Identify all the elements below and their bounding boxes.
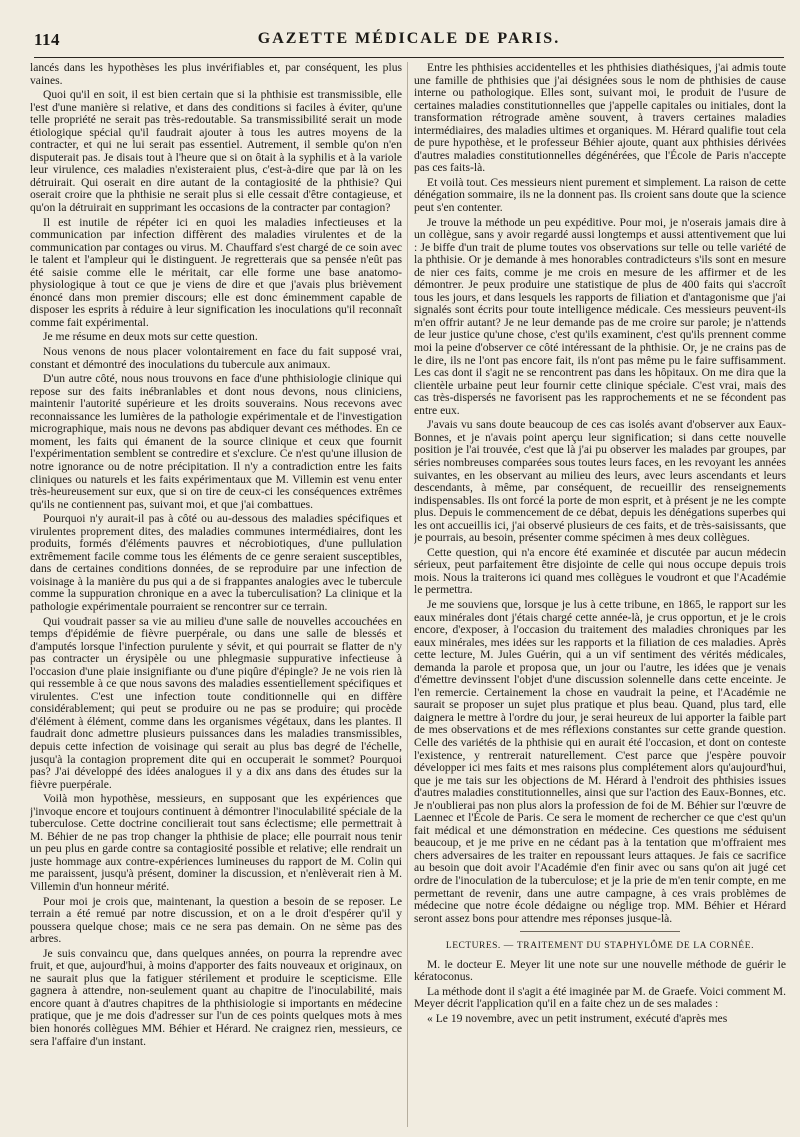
header-rule <box>34 57 784 58</box>
section-label: LECTURES. <box>445 941 501 952</box>
paragraph: Qui voudrait passer sa vie au milieu d'une salle de nouvelles accouchées en temps d'épidémie de fièvre puerpérale, ou dans une salle de blessés et d'amputés lorsque l'infection purulente y sévit, et qui pourrait se flatter de n'y pas contracter un érysipèle ou une phlegmasie suppurative infectieuse à l'occasion d'une plaie insignifiante ou d'une piqûre d'épingle? Je ne vois rien là qui ressemble à ce que nous savons des maladies essentiellement spécifiques et virulentes. C'est une infection toute conditionnelle qui en diffère considérablement; qui peut se produire ou ne pas se produire; qui procède d'élément à élément, comme dans les organismes végétaux, dans les plantes. Il faudrait donc admettre plusieurs puissances dans les maladies transmissibles, depuis cette infection de voisinage qui serait au plus bas degré de l'échelle, jusqu'à la contagion proprement dite qui en occuperait le sommet? Pourquoi pas? J'ai développé des idées analogues il y a dix ans dans des études sur la fièvre puerpérale. <box>30 614 402 791</box>
paragraph: Il est inutile de répéter ici en quoi les maladies infectieuses et la communication par infection diffèrent des maladies virulentes et de la communication par contages ou virus. M. Chauffard s'est chargé de ce soin avec le talent et l'ampleur qui le distinguent. Je regretterais que sa pensée n'eût pas été saisie comme elle le méritait, car elle forme une base anatomo-physiologique à tout ce que je viens de dire et que j'avais plus brièvement énoncé dans mon premier discours; elle est donc éminemment capable de disposer les esprits à réduire à leur signification les inoculations qu'il reconnaît comme fait expérimental. <box>30 215 402 329</box>
paragraph: Voilà mon hypothèse, messieurs, en supposant que les expériences que j'invoque encore et toujours continuent à démontrer l'inoculabilité spéciale de la tuberculose. Cette doctrine concilierait tout sans éclectisme; elle permettrait à M. Béhier de ne pas trop changer la phthisie de place; elle pourrait nous tenir un peu plus en garde contre sa contagiosité possible et relative; elle rendrait un juste hommage aux contre-expériences lumineuses du rapport de M. Colin qui me paraissent, jusqu'à présent, dominer la discussion, et n'enlèverait rien à M. Villemin d'un honneur mérité. <box>30 792 402 893</box>
section-body <box>414 959 786 1026</box>
section-rule <box>520 931 680 932</box>
paragraph: Pour moi je crois que, maintenant, la question a besoin de se reposer. Le terrain a été remué par notre discussion, et on a le droit d'espérer qu'il y poussera quelque chose; mais ce ne sera pas demain. On ne sème pas des arbres. <box>30 894 402 946</box>
paragraph: « Le 19 novembre, avec un petit instrument, exécuté d'après mes <box>427 1011 728 1025</box>
paragraph: Pourquoi n'y aurait-il pas à côté ou au-dessous des maladies spécifiques et virulentes proprement dites, des maladies communes intermédiaires, dont les produits, formés d'éléments pauvres et nécrobiotiques, d'une pullulation extrêmement facile comme tous les éléments de ce genre seraient susceptibles, dans de certaines conditions données, de se reproduire par une infection de voisinage à la manière du pus qui a de si frappantes analogies avec le tubercule comme la suppuration chronique en a avec la tuberculisation? La clinique et la pathologie expérimentale pourraient se rencontrer sur ce terrain. <box>30 512 402 613</box>
journal-title: GAZETTE MÉDICALE DE PARIS. <box>257 30 561 47</box>
left-column <box>30 62 402 1132</box>
paragraph: Je suis convaincu que, dans quelques années, on pourra la reprendre avec fruit, et que, aujourd'hui, à moins d'apporter des faits nouveaux et originaux, on ne saurait plus que la fatiguer stérilement et produire le scepticisme. Elle gagnera à attendre, non-seulement quant au chapitre de l'inoculabilité, mais encore quant à d'autres chapitres de la phthisiologie si importants en médecine pratique, que je me dois d'adresser sur l'un de ces points quelques mots à mes bien honorés collègues MM. Béhier et Hérard. Ne craignez rien, messieurs, ce sera l'affaire d'un instant. <box>30 946 402 1048</box>
paragraph: La méthode dont il s'agit a été imaginée par M. de Graefe. Voici comment M. Meyer décrit l'application qu'il en a faite chez un de ses malades : <box>414 984 786 1011</box>
section-title: TRAITEMENT DU STAPHYLÔME DE LA CORNÉE. <box>516 941 755 952</box>
paragraph: Cette question, qui n'a encore été examinée et discutée par aucun médecin sérieux, peut parfaitement être disjointe de celle qui nous occupe depuis trois mois. Nous la traiterons ici quand mes collègues le voudront et que l'Académie le permettra. <box>414 545 786 597</box>
paragraph: Je me résume en deux mots sur cette question. <box>43 330 258 344</box>
column-divider <box>407 62 408 1127</box>
paragraph: Nous venons de nous placer volontairement en face du fait supposé vrai, constant et démontré des inoculations du tubercule aux animaux. <box>30 345 402 371</box>
paragraph: J'avais vu sans doute beaucoup de ces cas isolés avant d'observer aux Eaux-Bonnes, et je n'avais point aperçu leur signification; si dans cette nouvelle position je l'ai trouvée, c'est que là j'ai pu observer les malades par groupes, par séries nombreuses comparées sous toutes leurs faces, en les revoyant les années suivantes, en les observant au milieu des leurs, avec leurs ascendants et leurs descendants, à même, par conséquent, de recueillir des renseignements indispensables. Ils ont forcé la porte de mon esprit, et à présent je ne les compte plus. Depuis le commencement de ce débat, depuis les dénégations superbes qui les ont accueillis ici, j'ai observé plusieurs de ces faits, et de très-saisissants, que je pourrais, au besoin, présenter comme spécimen à mes deux collègues. <box>414 418 786 545</box>
paragraph: Quoi qu'il en soit, il est bien certain que si la phthisie est transmissible, elle l'est d'une manière si relative, et dans des conditions si faciles à éviter, qu'une telle propriété ne serait pas très-redoutable. Sa transmissibilité serait un mode étiologique spécial qu'il faudrait ajouter à tous les autres moyens de la contracter, et qui ne lui serait pas essentiel. Autrement, il semble qu'on n'en disputerait pas. Je disais tout à l'heure que si on ôtait à la syphilis et à la variole leur virulence, ces maladies n'existeraient plus, c'est-à-dire que par là on les détruirait. Qui oserait en dire autant de la contagiosité de la phthisie? Qui oserait croire que la phthisie ne serait plus si elle cessait d'être contagieuse, et qu'on la détruirait en supprimant les occasions de la contracter par contagion? <box>30 88 402 215</box>
paragraph: Et voilà tout. Ces messieurs nient purement et simplement. La raison de cette dénégation sommaire, ils ne la donnent pas. Ils croient sans doute que la science peut s'en contenter. <box>414 175 786 215</box>
page-number: 114 <box>34 30 61 49</box>
paragraph: M. le docteur E. Meyer lit une note sur une nouvelle méthode de guérir le kératoconus. <box>414 957 786 984</box>
section-dash: — <box>503 941 514 952</box>
paragraph: D'un autre côté, nous nous trouvons en face d'une phthisiologie clinique qui repose sur des faits inébranlables et dont nous devons, nous cliniciens, maintenir l'autorité supérieure et les droits souverains. Nous recevons avec reconnaissance les lumières de la pathologie expérimentale et de l'investigation micrographique, mais nous ne devons pas abdiquer devant ces méthodes. En ce moment, les faits qui émanent de la source clinique et ceux que fournit l'expérimentation semblent se contredire et s'exclure. Ce n'est qu'une illusion de notre ignorance ou de notre précipitation. Il n'y a contradiction entre les faits cliniques ou naturels et les faits expérimentaux que M. Villemin est venu enter très-heureusement sur eux, que si on tire de ceux-ci les conséquences extrêmes qu'ils ne contiennent pas, suivant moi, et que j'ai combattues. <box>30 372 402 511</box>
section-heading <box>414 940 786 953</box>
paragraph: lancés dans les hypothèses les plus invérifiables et, par conséquent, les plus vaines. <box>30 62 402 87</box>
right-column <box>414 62 786 1132</box>
paragraph: Entre les phthisies accidentelles et les phthisies diathésiques, j'ai admis toute une famille de phthisies que j'ai désignées sous le nom de phthisies de cause interne ou pathologique. Elles sont, suivant moi, le produit de l'usure de certaines maladies constitutionnelles que j'appelle capitales ou initiales, dont la transformation rétrograde amène souvent, à travers certaines maladies intermédiaires, des maladies ultimes et organiques. M. Hérard qualifie tout cela de pure hypothèse, et le professeur Béhier ajoute, quant aux phthisies dérivées d'autres maladies constitutionnelles dégénérées, que l'École de Paris n'accepte pas ces faits-là. <box>414 62 786 175</box>
right-column-body <box>414 62 786 925</box>
paragraph: Je trouve la méthode un peu expéditive. Pour moi, je n'oserais jamais dire à un collègue, sans y avoir regardé aussi longtemps et aussi attentivement que lui : Je biffe d'un trait de plume toutes vos observations sur telle ou telle variété de la phthisie. Or je demande à mes honorables contradicteurs s'ils sont en mesure de nier ces faits, comme je me crois en mesure de les affirmer et de les démontrer. Je peux produire une statistique de plus de 400 faits qui s'accroît tous les jours, et dans lesquels les rapports de filiation et d'antagonisme que j'ai signalés sont écrits pour toute intelligence médicale. Ces messieurs peuvent-ils m'en offrir autant? Je ne leur demande pas de me croire sur parole; je n'attends de leur justice qu'une chose, c'est qu'ils examinent, c'est qu'ils prennent comme moi la peine d'observer ce côté intéressant de la phthisie. Or, je ne crains pas de le dire, ils ne l'ont pas encore fait, ils n'ont pas même pu le faire suffisamment. Les cas dont il s'agit ne se rencontrent pas dans les hôpitaux. On me dira que la clientèle urbaine peut leur fournir cette clinique spéciale. C'est vrai, mais des cas très-dispersés ne favorisent pas les rapprochements et ne se fécondent pas entre eux. <box>414 215 786 417</box>
page-header <box>34 30 784 54</box>
paragraph: Je me souviens que, lorsque je lus à cette tribune, en 1865, le rapport sur les eaux minérales dont j'étais chargé cette année-là, je crus opportun, et je le crois encore, d'exposer, à l'occasion du traitement des maladies chroniques par les eaux minérales, mes idées sur les rapports et la filiation de ces maladies. Après cette lecture, M. Jules Guérin, qui a un vif sentiment des vérités médicales, demanda la parole et proposa que, un jour ou l'autre, les idées que je venais d'émettre devinssent l'objet d'une discussion solennelle dans cette enceinte. Je l'en remercie. Certainement la chose en vaudrait la peine, et l'Académie ne saurait se proposer un sujet plus pratique et plus beau. Quand, plus tard, elle daignera le mettre à l'ordre du jour, je serai heureux de lui apporter la faible part de mes observations et de mes réflexions constantes sur cette grande question. Celle des variétés de la phthisie qui en aurait été l'occasion, et dont on conteste l'existence, y rentrerait naturellement. C'est parce que j'espère pouvoir développer ici mes faits et mes raisons plus complétement alors qu'aujourd'hui, que je me tais sur les objections de M. Hérard à l'endroit des phthisies issues d'autres maladies constitutionnelles, ainsi que sur l'action des Eaux-Bonnes, etc. Je n'oublierai pas non plus alors la profession de foi de M. Béhier sur l'œuvre de Laennec et l'École de Paris. Ce sera le moment de rechercher ce que c'est qu'un fait médical et une démonstration en médecine. Ces questions me séduisent beaucoup, et je me prive en ne cédant pas à la tentation que m'offraient mes chers adversaires de les traiter en repoussant leurs attaques. Je fais ce sacrifice au besoin que doit avoir l'Académie d'en finir avec ou sans qu'on ait jugé cet ordre de l'inoculation de la tuberculose; et je la prie de m'en tenir compte, en me permettant de revenir, dans une autre campagne, à ces vrais problèmes de médecine que notre école dédaigne ou néglige trop. MM. Béhier et Hérard seront assez bons pour attendre mes réponses jusque-là. <box>414 597 786 925</box>
